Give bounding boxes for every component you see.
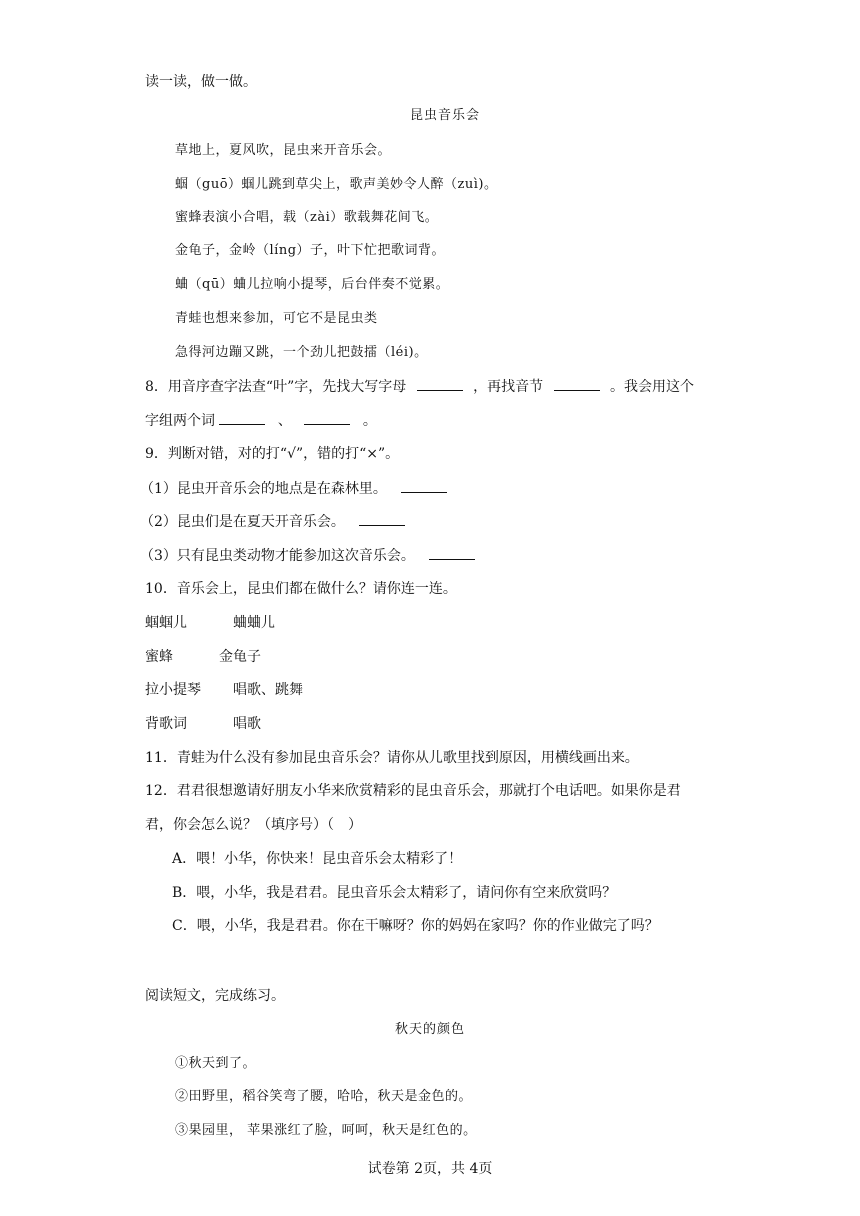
question-8-line1: [145, 376, 694, 397]
poem-line: 蛐（qū）蛐儿拉响小提琴，后台伴奏不觉累。: [175, 277, 450, 292]
q8-text: 。: [362, 413, 377, 429]
passage-title: 秋天的颜色: [395, 1022, 466, 1037]
page-footer: 试卷第 2页，共 4页: [367, 1161, 493, 1177]
q8-word1-blank[interactable]: [219, 410, 265, 425]
passage-paragraph: ③果园里， 苹果涨红了脸，呵呵，秋天是红色的。: [175, 1123, 477, 1138]
passage-paragraph: ①秋天到了。: [175, 1056, 257, 1071]
poem-line: 草地上，夏风吹，昆虫来开音乐会。: [175, 143, 392, 158]
q9-item-text: （1）昆虫开音乐会的地点是在森林里。: [140, 481, 387, 497]
poem-line: 急得河边蹦又跳，一个劲儿把鼓擂（léi)。: [175, 345, 428, 360]
q8-text: 8．用音序查字法查“叶”字，先找大写字母: [145, 379, 407, 395]
q8-letter-blank[interactable]: [417, 376, 463, 391]
q8-text: 字组两个词: [145, 413, 215, 429]
question-12-line1: 12．君君很想邀请好朋友小华来欣赏精彩的昆虫音乐会，那就打个电话吧。如果你是君: [145, 783, 681, 799]
q10-left-item[interactable]: 背歌词: [145, 716, 187, 732]
q8-word2-blank[interactable]: [304, 410, 350, 425]
q9-item-text: （3）只有昆虫类动物才能参加这次音乐会。: [140, 548, 415, 564]
q9-answer-blank[interactable]: [401, 478, 447, 493]
poem-line: 青蛙也想来参加，可它不是昆虫类: [175, 311, 378, 326]
q10-right-item[interactable]: 唱歌、跳舞: [233, 682, 303, 698]
section-instruction: 读一读，做一做。: [145, 74, 257, 90]
q8-text: ，再找音节: [473, 379, 544, 395]
q9-answer-blank[interactable]: [359, 511, 405, 526]
question-8-line2: [145, 410, 377, 431]
question-11-stem: 11．青蛙为什么没有参加昆虫音乐会？请你从儿歌里找到原因，用横线画出来。: [145, 750, 639, 766]
q8-text: 。我会用这个: [610, 379, 695, 395]
question-9-stem: 9．判断对错，对的打“√”，错的打“×”。: [145, 446, 400, 462]
question-12-line2: 君，你会怎么说？（填序号）（ ）: [145, 817, 362, 833]
poem-line: 蝈（guō）蝈儿跳到草尖上，歌声美妙令人醉（zuì)。: [175, 177, 498, 192]
poem-line: 金龟子，金岭（líng）子，叶下忙把歌词背。: [175, 243, 446, 258]
question-10-stem: 10．音乐会上，昆虫们都在做什么？请你连一连。: [145, 581, 457, 597]
q8-text: 、: [277, 413, 292, 429]
q9-item-1: [140, 478, 447, 499]
q9-answer-blank[interactable]: [429, 545, 475, 560]
q10-right-item[interactable]: 蛐蛐儿: [233, 615, 275, 631]
q8-syllable-blank[interactable]: [554, 376, 600, 391]
q9-item-2: [140, 511, 405, 532]
q10-left-item[interactable]: 蝈蝈儿: [145, 615, 187, 631]
q12-option-a[interactable]: A．喂！小华，你快来！昆虫音乐会太精彩了！: [172, 851, 463, 867]
q9-item-text: （2）昆虫们是在夏天开音乐会。: [140, 514, 345, 530]
passage-paragraph: ②田野里，稻谷笑弯了腰，哈哈，秋天是金色的。: [175, 1089, 473, 1104]
poem-title: 昆虫音乐会: [410, 108, 481, 123]
q10-left-item[interactable]: 拉小提琴: [145, 682, 201, 698]
q12-option-b[interactable]: B．喂，小华，我是君君。昆虫音乐会太精彩了，请问你有空来欣赏吗？: [172, 885, 617, 901]
q12-option-c[interactable]: C．喂，小华，我是君君。你在干嘛呀？你的妈妈在家吗？你的作业做完了吗？: [172, 918, 659, 934]
poem-line: 蜜蜂表演小合唱，载（zài）歌载舞花间飞。: [175, 210, 439, 225]
q10-right-item[interactable]: 金龟子: [219, 649, 261, 665]
q10-left-item[interactable]: 蜜蜂: [145, 649, 173, 665]
q9-item-3: [140, 545, 475, 566]
section2-instruction: 阅读短文，完成练习。: [145, 988, 285, 1004]
q10-right-item[interactable]: 唱歌: [233, 716, 261, 732]
